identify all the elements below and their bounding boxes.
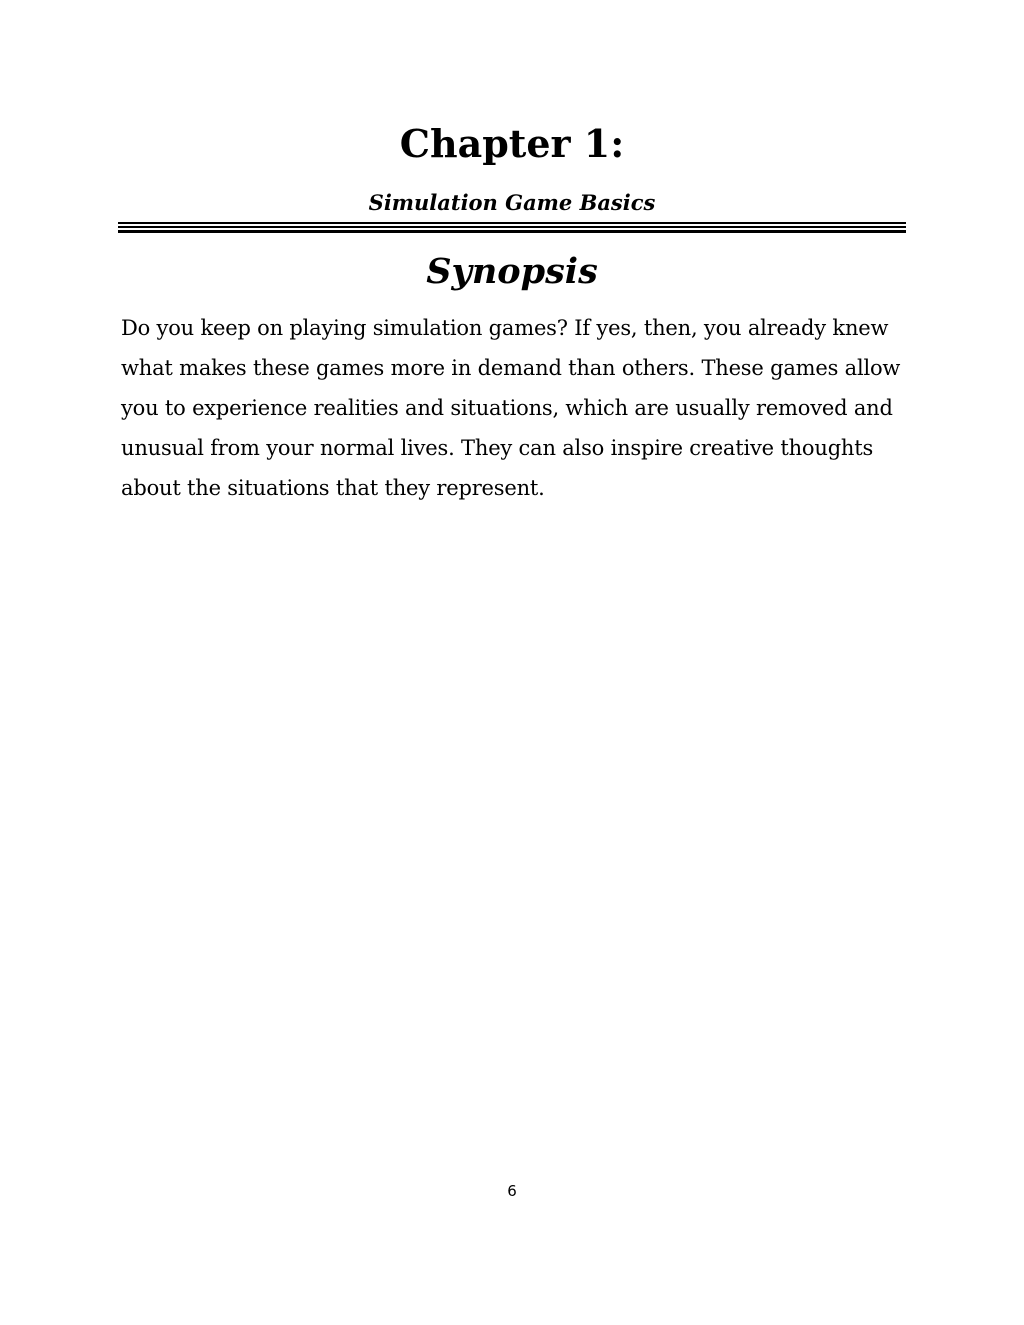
chapter-title: Chapter 1: — [399, 121, 625, 166]
section-heading: Synopsis — [426, 251, 598, 292]
paragraph-line: Do you keep on playing simulation games? If yes, then, you already knew — [121, 316, 889, 340]
paragraph-line: unusual from your normal lives. They can also inspire creative thoughts — [121, 436, 874, 460]
divider-line-bottom — [118, 230, 906, 233]
chapter-subtitle: Simulation Game Basics — [368, 190, 656, 215]
paragraph-line: what makes these games more in demand than others. These games allow — [121, 356, 901, 380]
page-number: 6 — [507, 1182, 517, 1200]
paragraph-line: you to experience realities and situations, which are usually removed and — [121, 396, 893, 420]
divider-line-middle — [118, 226, 906, 228]
divider-line-top — [118, 222, 906, 224]
paragraph-line: about the situations that they represent. — [121, 476, 545, 500]
synopsis-paragraph — [121, 308, 921, 508]
